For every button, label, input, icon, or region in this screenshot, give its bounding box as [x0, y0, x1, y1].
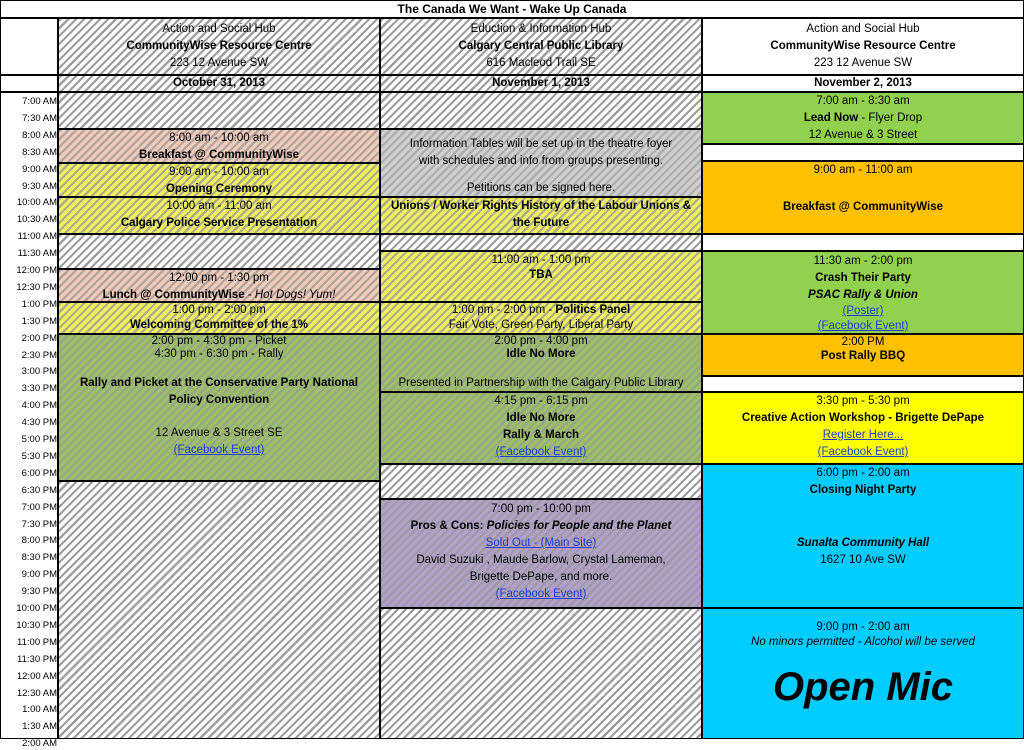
event-title: TBA	[529, 269, 553, 281]
time-label: 9:30 PM	[21, 586, 57, 598]
oct31-empty-1100	[58, 234, 380, 269]
event-time: 8:00 am - 10:00 am	[169, 132, 269, 144]
time-label: 7:30 AM	[22, 112, 57, 124]
time-label: 12:30 AM	[16, 687, 57, 699]
register-link[interactable]: Register Here...	[822, 429, 904, 441]
oct31-empty-evening	[58, 481, 380, 739]
event-time: 2:00 PM	[841, 336, 885, 348]
time-label: 11:00 PM	[17, 636, 57, 648]
time-label: 3:30 PM	[21, 383, 57, 395]
event-nov2-breakfast[interactable]	[702, 161, 1024, 234]
facebook-event-link[interactable]: (Facebook Event)	[817, 446, 909, 458]
facebook-event-link[interactable]: (Facebook Event)	[173, 444, 265, 456]
poster-link[interactable]: (Poster)	[842, 305, 884, 317]
event-info-line1: Information Tables will be set up in the theatre foyer	[409, 138, 673, 150]
event-title: Opening Ceremony	[165, 183, 273, 195]
event-oct31-police[interactable]	[58, 197, 380, 234]
event-time: 9:00 am - 10:00 am	[169, 166, 269, 178]
time-label: 5:30 PM	[21, 450, 57, 462]
event-nov1-unions[interactable]: Unions / Worker Rights History of the Labour Unions & the Future	[380, 197, 702, 234]
venue-type: Action and Social Hub	[162, 23, 276, 35]
time-label: 6:30 PM	[21, 484, 57, 496]
event-time: 9:00 am - 11:00 am	[813, 164, 913, 176]
event-nov2-crash-their-party[interactable]	[702, 251, 1024, 334]
date-nov1: November 1, 2013	[380, 75, 702, 92]
time-label: 1:00 AM	[22, 704, 57, 716]
venue-type: Eduction & Information Hub	[470, 23, 612, 35]
event-note: - Hot Dogs! Yum!	[244, 289, 336, 301]
time-label: 8:30 PM	[21, 552, 57, 564]
time-label: 10:00 PM	[16, 603, 57, 614]
time-label: 2:00 PM	[21, 332, 57, 344]
event-time: 7:00 pm - 10:00 pm	[491, 503, 591, 515]
event-time: 10:00 am - 11:00 am	[166, 200, 272, 212]
event-nov1-tba[interactable]	[380, 251, 702, 302]
time-label: 4:30 PM	[21, 417, 57, 429]
event-nov1-info-tables[interactable]	[380, 129, 702, 197]
nov2-empty-1100	[702, 234, 1024, 251]
venue-address: 223 12 Avenue SW	[813, 57, 913, 69]
event-title: Pros & Cons:	[410, 520, 487, 532]
time-label: 9:00 AM	[22, 163, 57, 175]
time-column	[0, 92, 58, 750]
time-label: 10:30 PM	[16, 619, 57, 631]
time-label: 9:00 PM	[21, 569, 57, 581]
oct31-empty-morning	[58, 92, 380, 129]
event-title: Welcoming Committee of the 1%	[129, 319, 309, 331]
event-nov2-post-rally-bbq[interactable]	[702, 334, 1024, 376]
date-nov2: November 2, 2013	[702, 75, 1024, 92]
event-oct31-welcoming[interactable]	[58, 302, 380, 334]
event-title: Open Mic	[772, 665, 954, 709]
event-nov2-closing-night-party[interactable]	[702, 464, 1024, 608]
event-title: Rally and Picket at the Conservative Party National Policy Convention	[79, 377, 359, 406]
event-time: 9:00 pm - 2:00 am	[816, 621, 910, 633]
event-venue: Sunalta Community Hall	[796, 537, 930, 549]
event-nov1-pros-and-cons[interactable]	[380, 499, 702, 608]
time-label: 7:00 AM	[22, 96, 57, 107]
event-nov1-idle-no-more-talk[interactable]	[380, 334, 702, 392]
time-label: 2:30 PM	[21, 349, 57, 361]
time-label: 12:30 PM	[16, 281, 57, 293]
event-title: Breakfast @ CommunityWise	[782, 201, 943, 213]
event-address: 12 Avenue & 3 Street SE	[155, 427, 283, 439]
event-nov2-creative-workshop[interactable]	[702, 392, 1024, 464]
event-nov1-idle-no-more-rally[interactable]	[380, 392, 702, 464]
time-label: 10:30 AM	[16, 214, 57, 226]
venue-name: CommunityWise Resource Centre	[770, 40, 956, 52]
facebook-event-link[interactable]: (Facebook Event)	[495, 588, 587, 600]
nov2-empty-0830	[702, 144, 1024, 161]
event-time: 1:00 pm - 2:00 pm -	[451, 304, 556, 316]
event-title: Crash Their Party	[815, 272, 911, 284]
event-time: 4:15 pm - 6:15 pm	[494, 395, 588, 407]
time-label: 11:30 PM	[17, 653, 57, 665]
event-title: Post Rally BBQ	[820, 350, 906, 362]
facebook-event-link[interactable]: (Facebook Event)	[817, 320, 909, 332]
event-title: Breakfast @ CommunityWise	[138, 149, 299, 161]
page-title: The Canada We Want - Wake Up Canada	[0, 0, 1024, 18]
nov1-empty-1100	[380, 234, 702, 251]
event-time: 12:00 pm - 1:30 pm	[169, 272, 269, 284]
time-label: 4:00 PM	[21, 400, 57, 412]
event-oct31-lunch[interactable]	[58, 269, 380, 302]
event-parties: Fair Vote, Green Party, Liberal Party	[448, 319, 634, 331]
event-address: 1627 10 Ave SW	[820, 554, 906, 566]
venue-header-nov1	[380, 18, 702, 75]
header-corner	[0, 18, 58, 75]
time-label: 1:00 PM	[21, 298, 57, 310]
event-time: 11:30 am - 2:00 pm	[813, 255, 913, 267]
event-subtitle: Rally & March	[502, 429, 580, 441]
date-oct31: October 31, 2013	[58, 75, 380, 92]
time-label: 3:00 PM	[21, 366, 57, 378]
time-label: 5:00 PM	[21, 434, 57, 445]
event-oct31-rally[interactable]	[58, 334, 380, 481]
event-title: Calgary Police Service Presentation	[120, 217, 318, 229]
time-label: 7:30 PM	[21, 518, 57, 530]
time-label: 1:30 PM	[21, 315, 57, 327]
event-info-line2: with schedules and info from groups presenting.	[418, 155, 664, 167]
venue-header-nov2	[702, 18, 1024, 75]
facebook-event-link[interactable]: (Facebook Event)	[495, 446, 587, 458]
event-note: No minors permitted - Alcohol will be served	[751, 636, 975, 648]
event-subtitle: Policies for People and the Planet	[486, 520, 672, 532]
event-oct31-opening[interactable]	[58, 163, 380, 197]
event-title: Politics Panel	[555, 304, 631, 316]
main-site-link[interactable]: Sold Out - (Main Site)	[485, 537, 597, 549]
event-address: 12 Avenue & 3 Street	[808, 129, 918, 141]
event-time: 2:00 pm - 4:00 pm	[494, 335, 588, 347]
venue-name: CommunityWise Resource Centre	[126, 40, 312, 52]
time-label: 11:30 AM	[17, 248, 57, 260]
event-time-rally: 4:30 pm - 6:30 pm - Rally	[154, 348, 284, 360]
venue-address: 616 Macleod Trail SE	[486, 57, 596, 69]
event-suffix: - Flyer Drop	[858, 112, 923, 124]
venue-name: Calgary Central Public Library	[458, 40, 624, 52]
time-label: 6:00 PM	[21, 467, 57, 479]
event-oct31-breakfast[interactable]	[58, 129, 380, 163]
time-label: 8:00 AM	[22, 129, 57, 141]
venue-address: 223 12 Avenue SW	[169, 57, 269, 69]
nov1-empty-night	[380, 608, 702, 739]
event-title: Idle No More	[506, 348, 576, 360]
time-label: 12:00 AM	[16, 670, 57, 682]
event-nov2-open-mic[interactable]	[702, 608, 1024, 739]
time-label: 7:00 PM	[21, 501, 57, 513]
time-label: 10:00 AM	[16, 197, 57, 209]
venue-type: Action and Social Hub	[806, 23, 920, 35]
event-title: Creative Action Workshop - Brigette DePape	[741, 412, 985, 424]
nov1-empty-1800	[380, 464, 702, 499]
nov2-empty-1530	[702, 376, 1024, 392]
event-speakers-2: Brigette DePape, and more.	[469, 571, 613, 583]
event-title: Idle No More	[506, 412, 576, 424]
event-nov2-lead-now[interactable]	[702, 92, 1024, 144]
event-speakers-1: David Suzuki , Maude Barlow, Crystal Lameman,	[416, 554, 666, 566]
event-time: 1:00 pm - 2:00 pm	[172, 304, 266, 316]
time-label: 11:00 AM	[17, 231, 57, 243]
time-label: 8:00 PM	[21, 535, 57, 547]
event-subtitle: PSAC Rally & Union	[808, 289, 918, 301]
event-title: Lunch @ CommunityWise	[102, 289, 245, 301]
time-label: 9:30 AM	[22, 180, 57, 192]
event-partner-note: Presented in Partnership with the Calgary Public Library	[398, 377, 684, 389]
event-time: 3:30 pm - 5:30 pm	[816, 395, 910, 407]
venue-header-oct31	[58, 18, 380, 75]
time-label: 1:30 AM	[22, 721, 57, 733]
time-label: 12:00 PM	[16, 265, 57, 276]
nov1-empty-morning	[380, 92, 702, 129]
event-nov1-politics-panel[interactable]	[380, 302, 702, 334]
date-corner	[0, 75, 58, 92]
event-time-picket: 2:00 pm - 4:30 pm - Picket	[151, 335, 287, 347]
event-title: Lead Now	[803, 112, 859, 124]
event-title: Closing Night Party	[809, 484, 917, 496]
event-time: 11:00 am - 1:00 pm	[491, 254, 591, 266]
time-label: 2:00 AM	[22, 738, 57, 750]
event-time: 6:00 pm - 2:00 am	[816, 467, 910, 479]
event-time: 7:00 am - 8:30 am	[816, 95, 910, 107]
event-info-line3: Petitions can be signed here.	[466, 182, 616, 194]
time-label: 8:30 AM	[22, 146, 57, 158]
